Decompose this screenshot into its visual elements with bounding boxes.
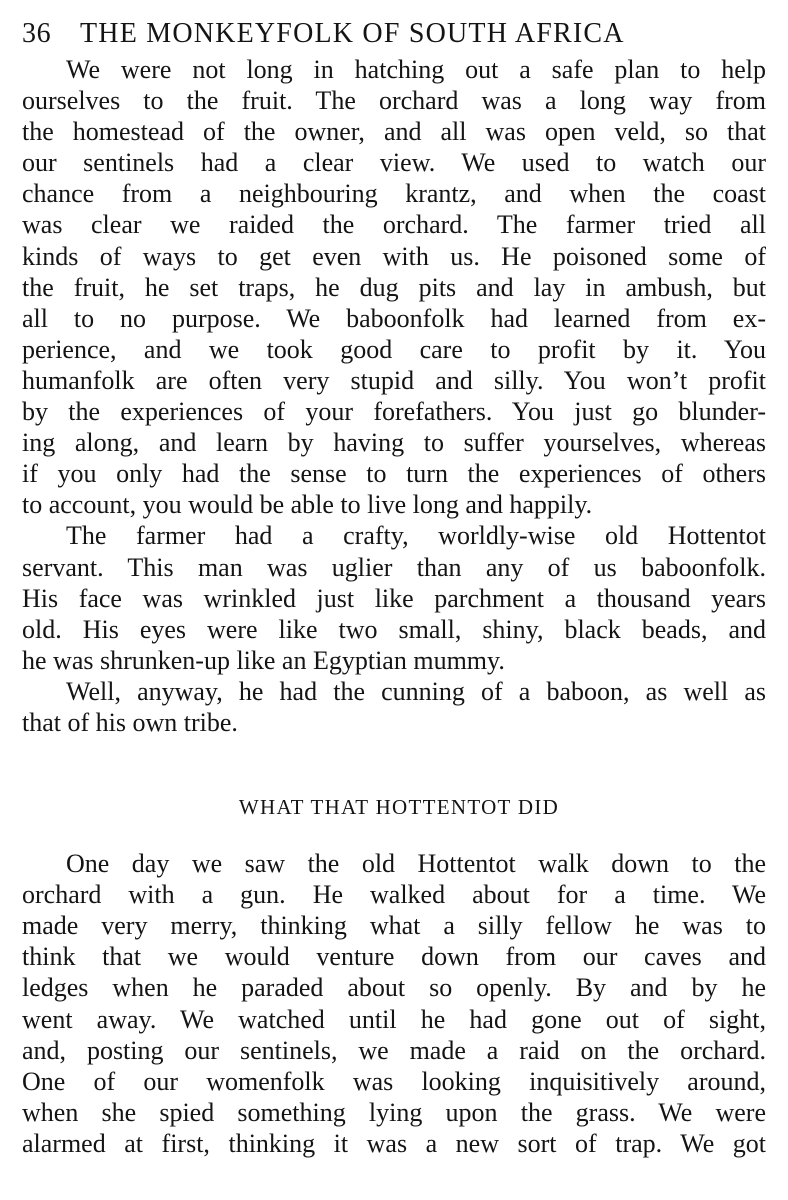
text-line: humanfolk are often very stupid and silly. You won’t profit bbox=[22, 365, 766, 395]
text-line: kinds of ways to get even with us. He poisoned some of bbox=[22, 241, 766, 271]
text-line: went away. We watched until he had gone out of sight, bbox=[22, 1004, 766, 1034]
body-text-after bbox=[22, 848, 766, 1159]
paragraph bbox=[22, 520, 766, 675]
text-line: His face was wrinkled just like parchment a thousand years bbox=[22, 583, 766, 613]
text-line: was clear we raided the orchard. The farmer tried all bbox=[22, 210, 766, 240]
text-line: ledges when he paraded about so openly. By and by he bbox=[22, 973, 766, 1003]
page-number: 36 bbox=[22, 18, 52, 49]
text-line: and, posting our sentinels, we made a raid on the orchard. bbox=[22, 1035, 766, 1065]
text-line: One of our womenfolk was looking inquisitively around, bbox=[22, 1066, 766, 1096]
text-line: our sentinels had a clear view. We used to watch our bbox=[22, 148, 766, 178]
text-line: alarmed at first, thinking it was a new sort of trap. We got bbox=[22, 1128, 766, 1158]
section-heading: WHAT THAT HOTTENTOT DID bbox=[238, 795, 560, 820]
paragraph bbox=[22, 676, 766, 738]
text-line: the homestead of the owner, and all was open veld, so that bbox=[22, 117, 766, 147]
running-title: THE MONKEYFOLK OF SOUTH AFRICA bbox=[80, 18, 625, 49]
book-page bbox=[22, 14, 766, 1159]
body-text-before bbox=[22, 54, 766, 738]
text-line: when she spied something lying upon the grass. We were bbox=[22, 1097, 766, 1127]
text-line: We were not long in hatching out a safe plan to help bbox=[66, 55, 766, 84]
text-line: he was shrunken-up like an Egyptian mummy. bbox=[22, 645, 505, 675]
paragraph bbox=[22, 54, 766, 520]
text-line: made very merry, thinking what a silly fellow he was to bbox=[22, 911, 766, 941]
paragraph bbox=[22, 848, 766, 1159]
text-line: The farmer had a crafty, worldly-wise old Hottentot bbox=[66, 521, 766, 551]
text-line: if you only had the sense to turn the experiences of others bbox=[22, 459, 766, 489]
text-line: the fruit, he set traps, he dug pits and lay in ambush, but bbox=[22, 272, 766, 302]
text-line: think that we would venture down from our caves and bbox=[22, 942, 766, 972]
text-line: Well, anyway, he had the cunning of a baboon, as well as bbox=[66, 676, 766, 706]
text-line: orchard with a gun. He walked about for a time. We bbox=[22, 880, 766, 910]
text-line: that of his own tribe. bbox=[22, 707, 238, 737]
text-line: to account, you would be able to live long and happily. bbox=[22, 490, 593, 520]
text-line: old. His eyes were like two small, shiny, black beads, and bbox=[22, 614, 766, 644]
running-header bbox=[22, 14, 766, 54]
text-line: One day we saw the old Hottentot walk down to the bbox=[66, 849, 766, 879]
text-line: by the experiences of your forefathers. You just go blunder- bbox=[22, 397, 766, 427]
text-line: servant. This man was uglier than any of us baboonfolk. bbox=[22, 552, 766, 582]
text-line: perience, and we took good care to profit by it. You bbox=[22, 334, 766, 364]
text-line: chance from a neighbouring krantz, and when the coast bbox=[22, 179, 766, 209]
text-line: all to no purpose. We baboonfolk had learned from ex- bbox=[22, 303, 766, 333]
text-line: ourselves to the fruit. The orchard was a long way from bbox=[22, 86, 766, 116]
text-line: ing along, and learn by having to suffer yourselves, whereas bbox=[22, 428, 766, 458]
